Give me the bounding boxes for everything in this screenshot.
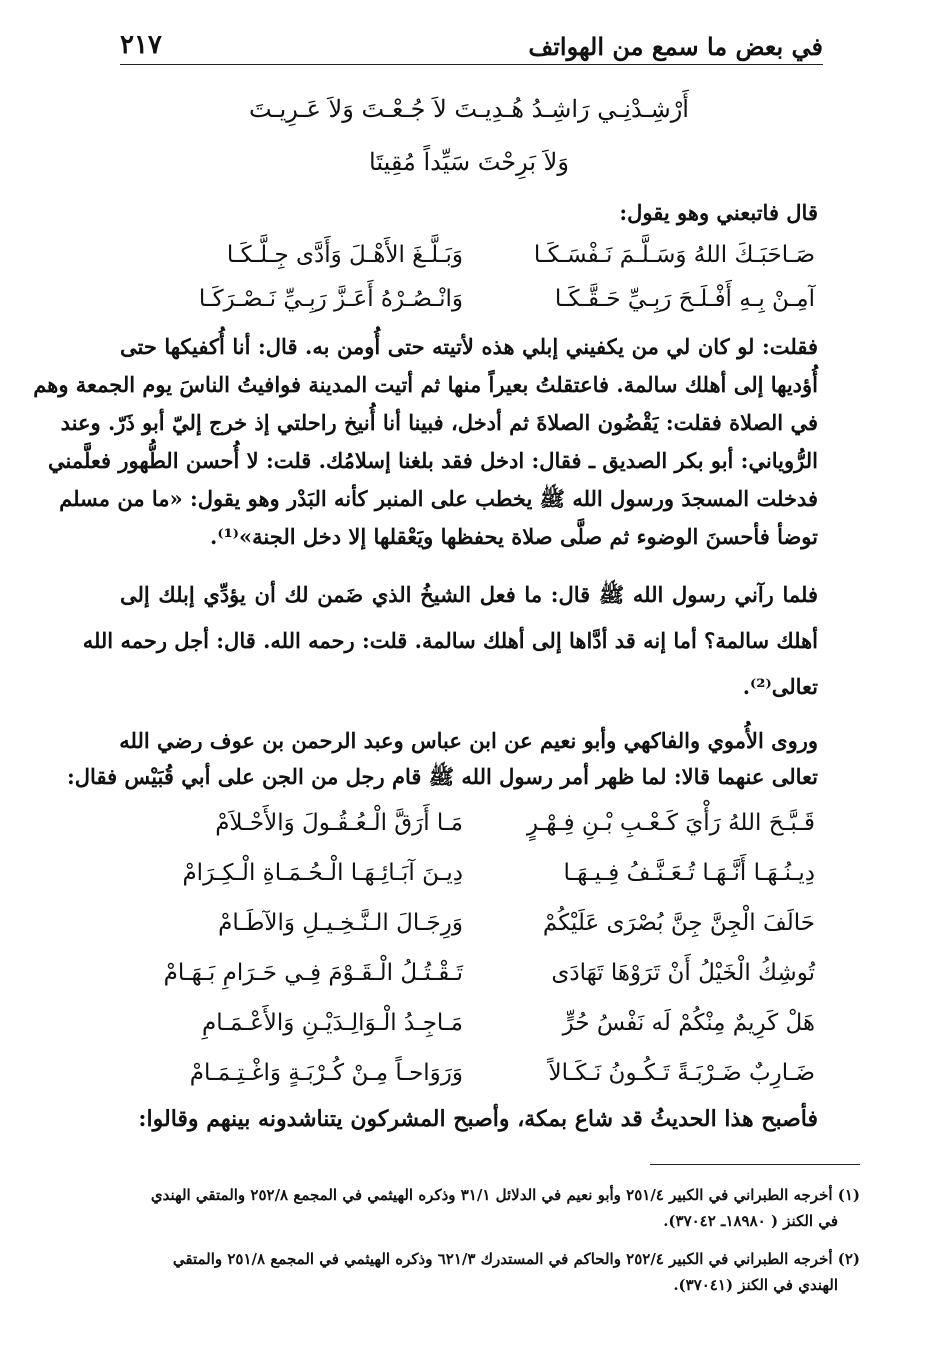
footnote-line: الهندي في الكنز (٣٧٠٤١). bbox=[673, 1276, 838, 1294]
paragraph-line: تعالى عنهما قالا: لما ظهر أمر رسول الله ﷺ قام رجل من الجن على أبي قُبَيْس فقال: bbox=[67, 764, 818, 789]
verse-line: أَرْشِـدْنِـي رَاشِـدُ هُـدِيـتَ لاَ جُـعْـتَ وَلاَ عَـرِيـتَ bbox=[249, 95, 689, 123]
paragraph-line: فلما رآني رسول الله ﷺ قال: ما فعل الشيخُ الذي ضَمن لك أن يؤدِّي إبلك إلى bbox=[120, 582, 818, 607]
closing-line: فأصبح هذا الحديثُ قد شاع بمكة، وأصبح المشركون يتناشدونه بينهم وقالوا: bbox=[138, 1106, 818, 1132]
paragraph-line: الرُّوياني: أبو بكر الصديق ـ فقال: ادخل فقد بلغنا إسلامُك. قلت: لا أُحسن الطُّهور فعلَّمني bbox=[47, 448, 818, 473]
verse-first-hemistich: قَـبَّـحَ اللهُ رَأْيَ كَـعْـبِ بْـنِ فِـهْـرٍ bbox=[526, 810, 815, 836]
verse-first-hemistich: آمِـنْ بِـهِ أَفْـلَـحَ رَبِـيِّ حَـقَّـكَـا bbox=[554, 286, 815, 312]
paragraph-line: فقلت: لو كان لي من يكفيني إبلي هذه لأتيته حتى أُومن به. قال: أنا أُكفيكها حتى bbox=[120, 334, 818, 359]
verse-first-hemistich: حَالَفَ الْجِنَّ جِنَّ بُصْرَى عَلَيْكُمْ bbox=[542, 910, 815, 936]
verse-second-hemistich: تَـقْـتُـلُ الْـقَـوْمَ فِـي حَـرَامِ بَـهَـامْ bbox=[163, 960, 463, 986]
chapter-title: في بعض ما سمع من الهواتف bbox=[528, 32, 823, 61]
verse-first-hemistich: ضَـارِبٌ ضَـرْبَـةً تَـكُـونُ نَـكَـالاً bbox=[548, 1060, 815, 1086]
paragraph-line: أُؤديها إلى أهلك سالمة. فاعتقلتُ بعيراً منها ثم أتيت المدينة فوافيتُ الناسَ يوم الجمعة وهم bbox=[33, 372, 818, 397]
paragraph-line: فدخلت المسجدَ ورسول الله ﷺ يخطب على المنبر كأنه البَدْر وهو يقول: «ما من مسلم bbox=[59, 486, 818, 511]
narration-intro: قال فاتبعني وهو يقول: bbox=[619, 200, 818, 225]
verse-second-hemistich: مَـا أَرَقَّ الْـعُـقُـولَ وَالأَحْـلاَمْ bbox=[215, 810, 463, 836]
verse-first-hemistich: دِيـنُـهَـا أَنَّـهَـا تُـعَـنَّـفُ فِـيـهَـا bbox=[563, 860, 815, 886]
paragraph-line: تعالى⁽²⁾. bbox=[742, 674, 818, 699]
paragraph-line: أهلك سالمة؟ أما إنه قد أدَّاها إلى أهلك سالمة. قلت: رحمه الله. قال: أجل رحمه الله bbox=[82, 628, 818, 653]
paragraph-line: وروى الأُموي والفاكهي وأبو نعيم عن ابن عباس وعبد الرحمن بن عوف رضي الله bbox=[119, 728, 818, 753]
verse-second-hemistich: مَـاجِـدُ الْـوَالِـدَيْـنِ وَالأَعْـمَـامِ bbox=[202, 1010, 463, 1036]
verse-first-hemistich: تُوشِكُ الْخَيْلُ أَنْ تَرَوْهَا تَهَادَى bbox=[551, 960, 815, 986]
footnote-line: (٢) أخرجه الطبراني في الكبير ٢٥٢/٤ والحاكم في المستدرك ٦٢١/٣ وذكره الهيثمي في المجمع ٢٥١/٨ والمتقي bbox=[172, 1250, 860, 1268]
footnote-separator bbox=[650, 1164, 860, 1165]
verse-second-hemistich: وَانْـصُـرْهُ أَعَـزَّ رَبِـيِّ نَـصْـرَكَـا bbox=[198, 286, 463, 312]
verse-second-hemistich: وَبَـلَّـغَ الأَهْـلَ وَأَدَّى جِـلَّـكَـا bbox=[226, 242, 463, 268]
page-number: ٢١٧ bbox=[120, 30, 162, 60]
verse-first-hemistich: هَلْ كَرِيمٌ مِنْكُمْ لَه نَفْسُ حُرٍّ bbox=[562, 1010, 815, 1036]
verse-second-hemistich: دِيـنَ آبَـائِـهَـا الْـحُـمَـاةِ الْـكِـرَامْ bbox=[182, 860, 463, 886]
verse-first-hemistich: صَـاحَبَـكَ اللهُ وَسَـلَّـمَ نَـفْسَـكَـا bbox=[533, 242, 815, 268]
paragraph-line: في الصلاة فقلت: يَقْضُون الصلاةَ ثم أدخل، فبينا أنا أُنيخ راحلتي إذ خرج إليّ أبو ذَرّ. وعند bbox=[60, 410, 818, 435]
running-header bbox=[120, 20, 823, 65]
footnote-line: في الكنز ( ١٨٩٨٠ـ ٣٧٠٤٢). bbox=[663, 1212, 838, 1230]
paragraph-line: توضأ فأحسنَ الوضوء ثم صلَّى صلاة يحفظها ويَعْقلها إلا دخل الجنة»⁽¹⁾. bbox=[210, 524, 818, 549]
verse-second-hemistich: وَرِجَـالَ الـنَّـخِـيـلِ وَالآطَـامْ bbox=[218, 910, 463, 936]
verse-line: وَلاَ بَرِحْتَ سَيِّداً مُقِيتَا bbox=[369, 148, 569, 176]
footnote-line: (١) أخرجه الطبراني في الكبير ٢٥١/٤ وأبو نعيم في الدلائل ٣١/١ وذكره الهيثمي في المجمع ٢٥٢/٨ والمتقي الهندي bbox=[150, 1186, 860, 1204]
verse-second-hemistich: وَرَوَاحـاً مِـنْ كُـرْبَـةٍ وَاغْـتِـمَـامْ bbox=[189, 1060, 463, 1086]
